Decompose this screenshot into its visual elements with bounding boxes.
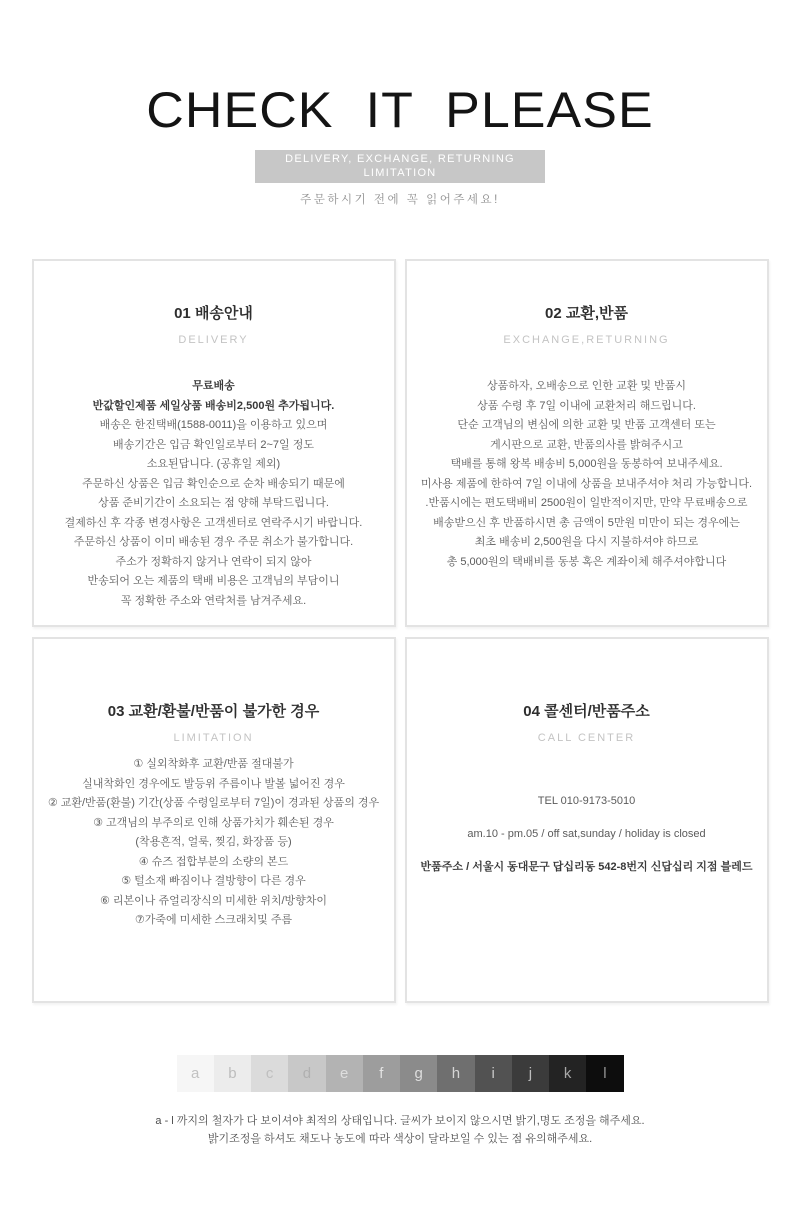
brightness-color-scale xyxy=(177,1055,624,1092)
box-call-center-title: 04 콜센터/반품주소 xyxy=(523,703,650,720)
text-line: 반품주소 / 서울시 동대문구 답십리동 542-8번지 신답십리 지점 블레드 xyxy=(420,861,753,873)
text-line: 주문하신 상품은 입금 확인순으로 순차 배송되기 때문에 xyxy=(82,477,345,490)
text-line: ⑥ 리본이나 쥬얼리장식의 미세한 위치/방향차이 xyxy=(99,894,328,907)
text-line: 결제하신 후 각종 변경사항은 고객센터로 연락주시기 바랍니다. xyxy=(64,516,363,529)
footer-note-line: a - l 까지의 철자가 다 보이셔야 최적의 상태입니다. 글씨가 보이지 않으시면 밝기,명도 조정을 해주세요. xyxy=(155,1115,645,1127)
box-exchange-return xyxy=(405,259,769,627)
box-limitation-title: 03 교환/환불/반품이 불가한 경우 xyxy=(107,703,320,720)
header-banner: DELIVERY, EXCHANGE, RETURNING LIMITATION xyxy=(255,150,545,183)
scale-cell-b: b xyxy=(214,1055,251,1092)
text-line: (착용흔적, 얼룩, 찢김, 화장품 등) xyxy=(135,836,292,848)
text-line: ④ 슈즈 접합부분의 소량의 본드 xyxy=(138,855,289,868)
text-line: 실내착화인 경우에도 발등위 주름이나 발볼 넓어진 경우 xyxy=(82,777,345,790)
box-exchange-return-subtitle: EXCHANGE,RETURNING xyxy=(503,334,670,346)
text-line: 단순 고객님의 변심에 의한 교환 및 반품 고객센터 또는 xyxy=(457,419,716,431)
footer-notes xyxy=(0,1113,800,1148)
text-line: 주소가 정확하지 않거나 연락이 되지 않아 xyxy=(115,555,312,568)
footer-note-line: 밝기조정을 하셔도 채도나 농도에 따라 색상이 달라보일 수 있는 점 유의해주세요. xyxy=(207,1132,593,1145)
scale-cell-k: k xyxy=(549,1055,586,1092)
box-limitation-body xyxy=(39,755,389,931)
scale-cell-j: j xyxy=(512,1055,549,1092)
text-line: ⑦가죽에 미세한 스크래치및 주름 xyxy=(134,914,293,926)
text-line: TEL 010-9173-5010 xyxy=(537,795,636,807)
box-delivery-subtitle: DELIVERY xyxy=(178,334,249,346)
box-call-center xyxy=(405,637,769,1003)
text-line: am.10 - pm.05 / off sat,sunday / holiday is closed xyxy=(467,828,706,840)
scale-cell-d: d xyxy=(288,1055,325,1092)
text-line: 배송은 한진택배(1588-0011)을 이용하고 있으며 xyxy=(99,419,328,431)
text-line: 반송되어 오는 제품의 택배 비용은 고객님의 부담이니 xyxy=(87,575,340,587)
text-line: 소요된답니다. (공휴일 제외) xyxy=(146,458,281,470)
header xyxy=(0,84,800,207)
text-line: 무료배송 xyxy=(192,380,235,392)
text-line: 미사용 제품에 한하여 7일 이내에 상품을 보내주셔야 처리 가능합니다. xyxy=(420,477,753,490)
scale-cell-h: h xyxy=(437,1055,474,1092)
info-boxes-grid xyxy=(32,259,769,1003)
text-line: 배송기간은 입금 확인일로부터 2~7일 정도 xyxy=(113,438,314,451)
box-limitation xyxy=(32,637,396,1003)
scale-cell-g: g xyxy=(400,1055,437,1092)
text-line: ③ 고객님의 부주의로 인해 상품가치가 훼손된 경우 xyxy=(93,816,334,829)
scale-cell-a: a xyxy=(177,1055,214,1092)
text-line: ② 교환/반품(환불) 기간(상품 수령일로부터 7일)이 경과된 상품의 경우 xyxy=(47,797,380,809)
text-line: 택배를 통해 왕복 배송비 5,000원을 동봉하여 보내주세요. xyxy=(450,458,723,470)
text-line: 총 5,000원의 택배비를 동봉 혹은 계좌이체 해주셔야합니다 xyxy=(446,555,727,568)
box-delivery xyxy=(32,259,396,627)
box-limitation-subtitle: LIMITATION xyxy=(173,732,254,744)
box-call-center-subtitle: CALL CENTER xyxy=(537,732,636,744)
text-line: 배송받으신 후 반품하시면 총 금액이 5만원 미만이 되는 경우에는 xyxy=(433,516,740,529)
page-title: CHECK IT PLEASE xyxy=(146,82,654,138)
scale-cell-i: i xyxy=(475,1055,512,1092)
header-subtext: 주문하시기 전에 꼭 읽어주세요! xyxy=(300,194,500,206)
box-call-center-body xyxy=(412,792,762,877)
box-exchange-return-body xyxy=(412,377,762,572)
text-line: ① 실외착화후 교환/반품 절대불가 xyxy=(133,758,294,770)
text-line: 꼭 정확한 주소와 연락처를 남겨주세요. xyxy=(120,594,307,607)
text-line: 최초 배송비 2,500원을 다시 지불하셔야 하므로 xyxy=(474,536,699,548)
text-line: 상품하자, 오배송으로 인한 교환 및 반품시 xyxy=(487,380,686,392)
scale-cell-c: c xyxy=(251,1055,288,1092)
text-line: .반품시에는 편도택배비 2500원이 일반적이지만, 만약 무료배송으로 xyxy=(425,497,748,509)
box-delivery-body xyxy=(39,377,389,611)
box-exchange-return-title: 02 교환,반품 xyxy=(545,305,628,322)
text-line: 상품 준비기간이 소요되는 점 양해 부탁드립니다. xyxy=(98,497,329,509)
box-delivery-title: 01 배송안내 xyxy=(174,305,253,322)
scale-cell-e: e xyxy=(326,1055,363,1092)
text-line: 게시판으로 교환, 반품의사를 밝혀주시고 xyxy=(490,438,683,451)
text-line: 상품 수령 후 7일 이내에 교환처리 해드립니다. xyxy=(477,399,696,412)
text-line: 주문하신 상품이 이미 배송된 경우 주문 취소가 불가합니다. xyxy=(73,536,354,548)
text-line: ⑤ 털소재 빠짐이나 결방향이 다른 경우 xyxy=(121,875,306,887)
text-line: 반값할인제품 세일상품 배송비2,500원 추가됩니다. xyxy=(92,399,335,412)
scale-cell-l: l xyxy=(586,1055,623,1092)
scale-cell-f: f xyxy=(363,1055,400,1092)
